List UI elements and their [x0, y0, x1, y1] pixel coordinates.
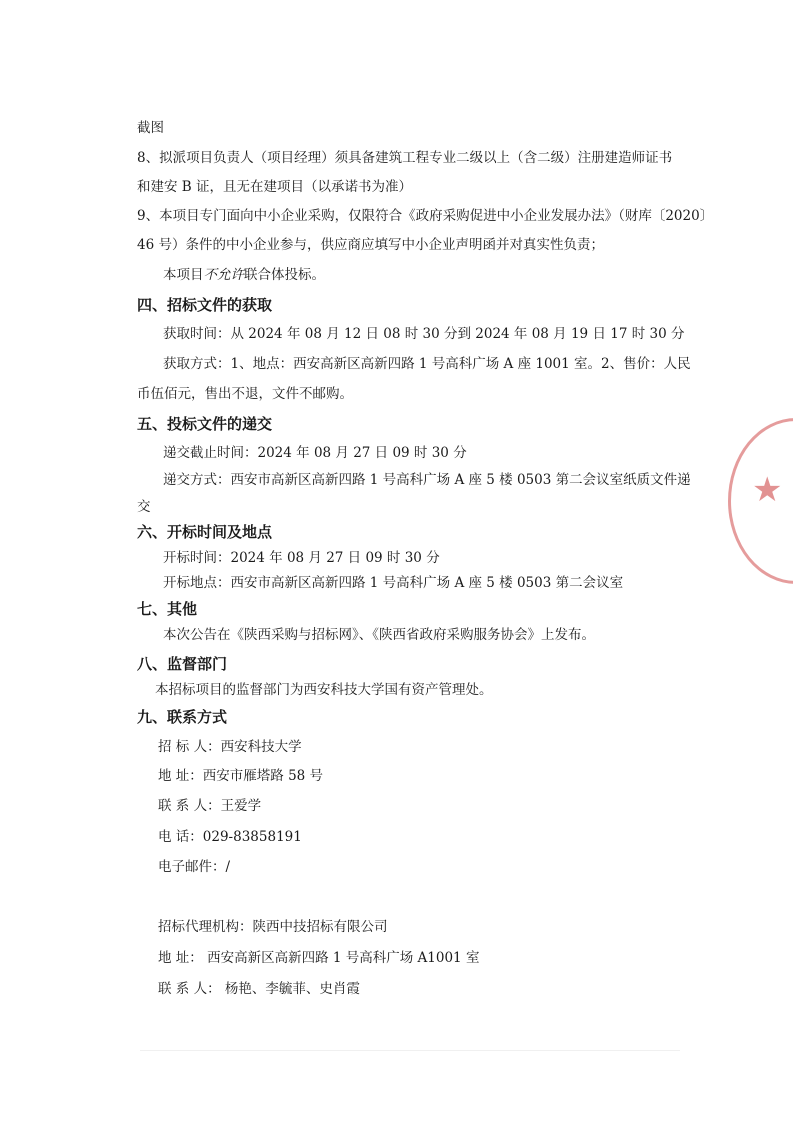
seal-star-icon: ★	[752, 470, 783, 510]
contact-phone: 电 话：029-83858191	[158, 829, 302, 845]
section-heading-7: 七、其他	[137, 600, 198, 618]
section-heading-8: 八、监督部门	[137, 655, 228, 673]
agency-contact: 联 系 人： 杨艳、李毓菲、史肖霞	[158, 981, 360, 997]
contact-address: 地 址：西安市雁塔路 58 号	[158, 768, 324, 784]
text-fragment-italic: 不允许	[203, 267, 244, 283]
text-line: 本次公告在《陕西采购与招标网》、《陕西省政府采购服务协会》上发布。	[163, 627, 595, 643]
agency-name: 招标代理机构：陕西中技招标有限公司	[158, 919, 388, 935]
text-line: 递交截止时间：2024 年 08 月 27 日 09 时 30 分	[163, 445, 467, 461]
section-heading-9: 九、联系方式	[137, 708, 228, 726]
text-line: 获取方式：1、地点：西安高新区高新四路 1 号高科广场 A 座 1001 室。2、售价：人民	[163, 356, 691, 372]
text-line: 递交方式：西安市高新区高新四路 1 号高科广场 A 座 5 楼 0503 第二会议室纸质文件递	[163, 472, 691, 488]
text-line: 交	[137, 499, 151, 515]
text-line: 46 号）条件的中小企业参与，供应商应填写中小企业声明函并对真实性负责；	[137, 237, 604, 253]
text-line: 和建安 B 证，且无在建项目（以承诺书为准）	[137, 179, 413, 195]
text-fragment: 联合体投标。	[244, 267, 325, 283]
text-line: 开标时间：2024 年 08 月 27 日 09 时 30 分	[163, 550, 440, 566]
text-line: 9、本项目专门面向中小企业采购，仅限符合《政府采购促进中小企业发展办法》（财库〔2020〕	[137, 208, 714, 224]
text-line	[163, 266, 325, 284]
contact-tenderer: 招 标 人：西安科技大学	[158, 739, 302, 755]
page-divider	[140, 1050, 680, 1051]
text-line: 开标地点：西安市高新区高新四路 1 号高科广场 A 座 5 楼 0503 第二会议室	[163, 575, 624, 591]
text-line: 本招标项目的监督部门为西安科技大学国有资产管理处。	[155, 682, 493, 698]
text-line: 获取时间：从 2024 年 08 月 12 日 08 时 30 分到 2024 年 08 月 19 日 17 时 30 分	[163, 326, 685, 342]
text-line: 8、拟派项目负责人（项目经理）须具备建筑工程专业二级以上（含二级）注册建造师证书	[137, 150, 673, 166]
text-fragment: 本项目	[163, 267, 204, 283]
section-heading-4: 四、招标文件的获取	[137, 296, 273, 314]
text-line: 截图	[137, 120, 164, 136]
section-heading-5: 五、投标文件的递交	[137, 415, 273, 433]
agency-address: 地 址： 西安高新区高新四路 1 号高科广场 A1001 室	[158, 950, 480, 966]
text-line: 币伍佰元，售出不退，文件不邮购。	[137, 386, 353, 402]
section-heading-6: 六、开标时间及地点	[137, 523, 273, 541]
contact-person: 联 系 人：王爱学	[158, 798, 262, 814]
contact-email: 电子邮件：/	[158, 859, 231, 875]
